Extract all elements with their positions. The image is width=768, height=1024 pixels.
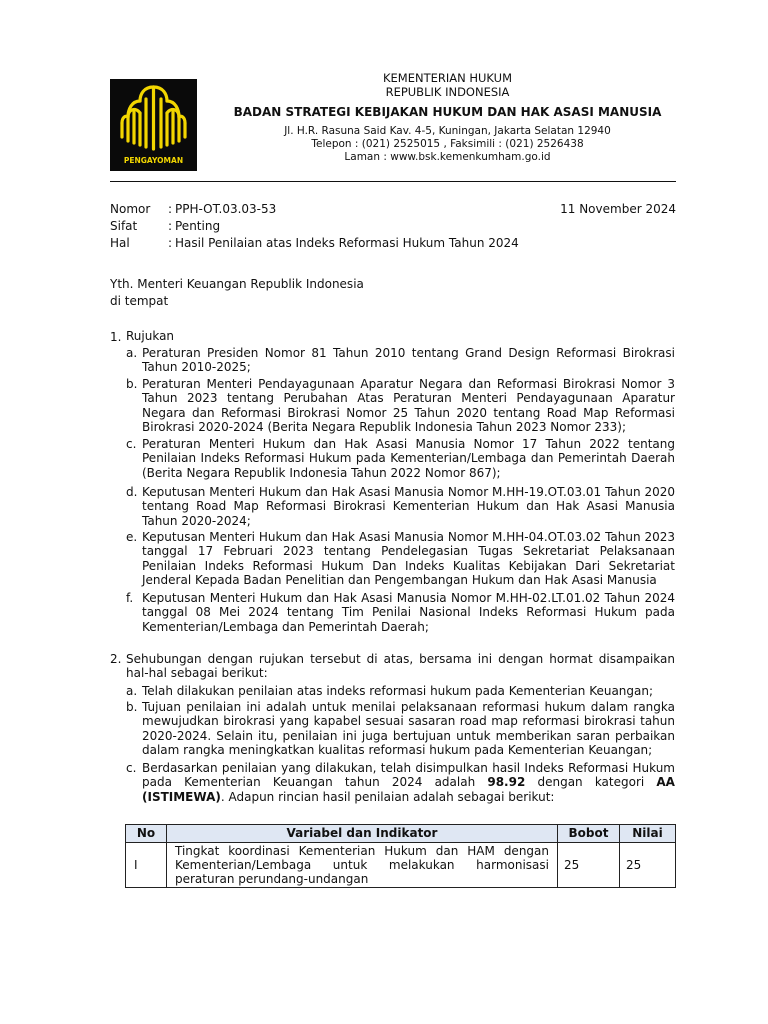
cell-no: I [126,843,167,888]
letterhead-divider [110,181,676,182]
hal-colon: : [168,236,173,250]
list-item: Keputusan Menteri Hukum dan Hak Asasi Manusia Nomor M.HH-02.LT.01.02 Tahun 2024 tanggal 08 Mei 2024 tentang Tim Penilai Nasional Indeks Reformasi Hukum pada Kementerian/Lembaga dan Pemerintah Daerah; [142,591,675,634]
index-category: AA (ISTIMEWA) [142,775,675,804]
logo-text: PENGAYOMAN [123,156,184,165]
item-marker: c. [126,761,137,775]
country-name: REPUBLIK INDONESIA [385,85,510,99]
section2-number: 2. [110,652,122,666]
nomor-value: PPH-OT.03.03-53 [175,202,277,216]
table-row [126,843,676,888]
item-marker: a. [126,346,138,360]
item-marker: f. [126,591,134,605]
agency-website: Laman : www.bsk.kemenkumham.go.id [344,151,551,163]
assessment-table [125,824,676,888]
list-item: Keputusan Menteri Hukum dan Hak Asasi Manusia Nomor M.HH-04.OT.03.02 Tahun 2023 tanggal 17 Februari 2023 tentang Pendelegasian Tugas Sekretariat Pelaksanaan Penilaian Indeks Reformasi Hukum Dan Indeks Kualitas Kebijakan Dari Sekretariat Jenderal Kepada Badan Penelitian dan Pengembangan Hukum dan Hak Asasi Manusia [142,530,675,587]
nomor-label: Nomor [110,202,151,216]
cell-bobot: 25 [558,843,620,888]
table-header-row [126,825,676,843]
item-marker: a. [126,684,138,698]
item-marker: b. [126,377,138,391]
sifat-label: Sifat [110,219,138,233]
hal-value: Hasil Penilaian atas Indeks Reformasi Hukum Tahun 2024 [175,236,519,250]
list-item: Keputusan Menteri Hukum dan Hak Asasi Manusia Nomor M.HH-19.OT.03.01 Tahun 2020 tentang Road Map Reformasi Birokrasi Kementerian Hukum dan Hak Asasi Manusia Tahun 2020-2024; [142,485,675,528]
list-item: Peraturan Presiden Nomor 81 Tahun 2010 tentang Grand Design Reformasi Birokrasi Tahun 2010-2025; [142,346,675,375]
conclusion-text: Berdasarkan penilaian yang dilakukan, telah disimpulkan hasil Indeks Reformasi Hukum pada Kementerian Keuangan tahun 2024 adalah [142,761,675,790]
ministry-name: KEMENTERIAN HUKUM [382,71,513,85]
sifat-value: Penting [175,219,221,233]
list-item: Peraturan Menteri Pendayagunaan Aparatur Negara dan Reformasi Birokrasi Nomor 3 Tahun 2023 tentang Perubahan Atas Peraturan Menteri Pendayagunaan Aparatur Negara dan Reformasi Birokrasi Nomor 25 Tahun 2020 tentang Road Map Reformasi Birokrasi 2020-2024 (Berita Negara Republik Indonesia Tahun 2023 Nomor 233); [142,377,675,434]
cell-variable: Tingkat koordinasi Kementerian Hukum dan HAM dengan Kementerian/Lembaga untuk melakukan harmonisasi peraturan perundang-undangan [167,843,558,888]
agency-name: BADAN STRATEGI KEBIJAKAN HUKUM DAN HAK ASASI MANUSIA [233,105,662,119]
conclusion-text-end: . Adapun rincian hasil penilaian adalah sebagai berikut: [220,789,555,804]
addressee-line: Yth. Menteri Keuangan Republik Indonesia [110,277,364,291]
header-no: No [126,825,167,843]
cell-nilai: 25 [620,843,676,888]
section2-intro: Sehubungan dengan rujukan tersebut di atas, bersama ini dengan hormat disampaikan hal-hal sebagai berikut: [126,652,675,681]
conclusion-item [142,761,675,804]
header-nilai: Nilai [620,825,676,843]
agency-phone: Telepon : (021) 2525015 , Faksimili : (021) 2526438 [311,138,584,150]
list-item: Tujuan penilaian ini adalah untuk menilai pelaksanaan reformasi hukum dalam rangka mewujudkan birokrasi yang kapabel sesuai sasaran road map reformasi birokrasi tahun 2020-2024. Selain itu, penilaian ini juga bertujuan untuk memberikan saran perbaikan dalam rangka meningkatkan kualitas reformasi hukum pada Kementerian Keuangan; [142,700,675,757]
nomor-colon: : [168,202,173,216]
sifat-colon: : [168,219,173,233]
list-item: Telah dilakukan penilaian atas indeks reformasi hukum pada Kementerian Keuangan; [142,684,654,698]
item-marker: e. [126,530,138,544]
letter-date: 11 November 2024 [560,202,676,216]
header-variable: Variabel dan Indikator [167,825,558,843]
pengayoman-logo [110,79,197,171]
hal-label: Hal [110,236,130,250]
section1-number: 1. [110,330,122,344]
conclusion-text-middle: dengan kategori [537,775,645,790]
section1-title: Rujukan [126,329,175,343]
addressee-place: di tempat [110,294,169,308]
list-item: Peraturan Menteri Hukum dan Hak Asasi Manusia Nomor 17 Tahun 2022 tentang Penilaian Indeks Reformasi Hukum pada Kementerian/Lembaga dan Pemerintah Daerah (Berita Negara Republik Indonesia Tahun 2022 Nomor 867); [142,437,675,480]
index-score: 98.92 [487,775,526,790]
agency-address: Jl. H.R. Rasuna Said Kav. 4-5, Kuningan, Jakarta Selatan 12940 [284,125,611,137]
item-marker: c. [126,437,137,451]
item-marker: b. [126,700,138,714]
banyan-tree-emblem-icon [110,79,197,171]
header-bobot: Bobot [558,825,620,843]
item-marker: d. [126,485,138,499]
